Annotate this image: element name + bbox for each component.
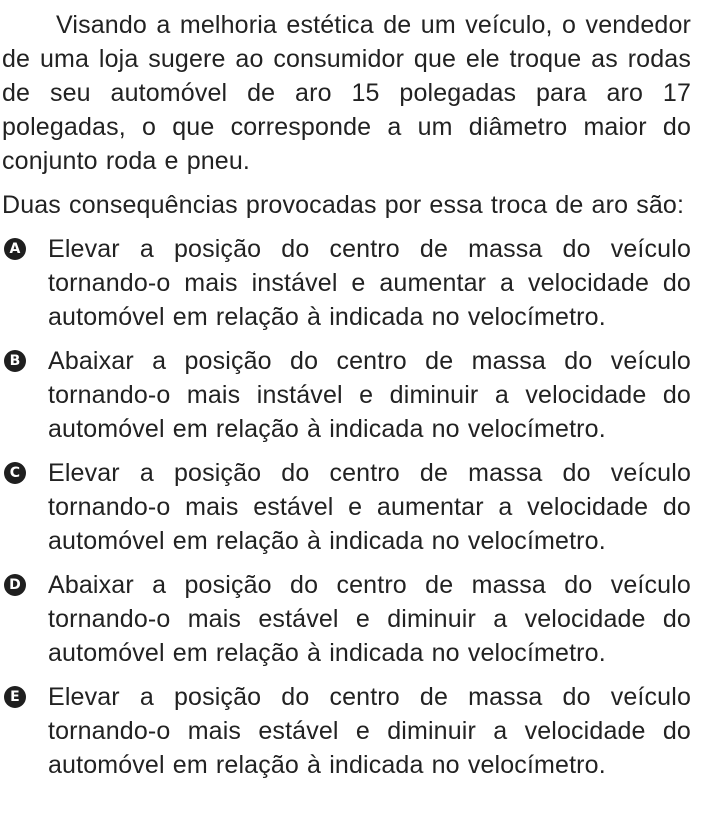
- answer-options: [2, 232, 691, 782]
- option-e-badge-icon: E: [4, 686, 26, 708]
- option-c-badge-icon: C: [4, 462, 26, 484]
- option-c[interactable]: [2, 456, 691, 558]
- intro-paragraph: Visando a melhoria estética de um veículo, o vendedor de uma loja sugere ao consumidor que ele troque as rodas de seu automóvel de aro 15 polegadas para aro 17 polegadas, o que corresponde a um diâmetro maior do conjunto roda e pneu.: [2, 11, 691, 175]
- option-d[interactable]: [2, 568, 691, 670]
- option-e-text: Elevar a posição do centro de massa do veículo tornando-o mais estável e diminuir a velocidade do automóvel em relação à indicada no velocímetro.: [48, 683, 691, 779]
- option-a[interactable]: [2, 232, 691, 334]
- option-a-badge-icon: A: [4, 238, 26, 260]
- option-d-text: Abaixar a posição do centro de massa do veículo tornando-o mais estável e diminuir a velocidade do automóvel em relação à indicada no velocímetro.: [48, 571, 691, 667]
- option-a-text: Elevar a posição do centro de massa do veículo tornando-o mais instável e aumentar a velocidade do automóvel em relação à indicada no velocímetro.: [48, 235, 691, 331]
- option-b[interactable]: [2, 344, 691, 446]
- question-prompt: Duas consequências provocadas por essa troca de aro são:: [2, 191, 685, 219]
- option-c-text: Elevar a posição do centro de massa do veículo tornando-o mais estável e aumentar a velocidade do automóvel em relação à indicada no velocímetro.: [48, 459, 691, 555]
- option-e[interactable]: [2, 680, 691, 782]
- option-b-text: Abaixar a posição do centro de massa do veículo tornando-o mais instável e diminuir a velocidade do automóvel em relação à indicada no velocímetro.: [48, 347, 691, 443]
- option-d-badge-icon: D: [4, 574, 26, 596]
- option-b-badge-icon: B: [4, 350, 26, 372]
